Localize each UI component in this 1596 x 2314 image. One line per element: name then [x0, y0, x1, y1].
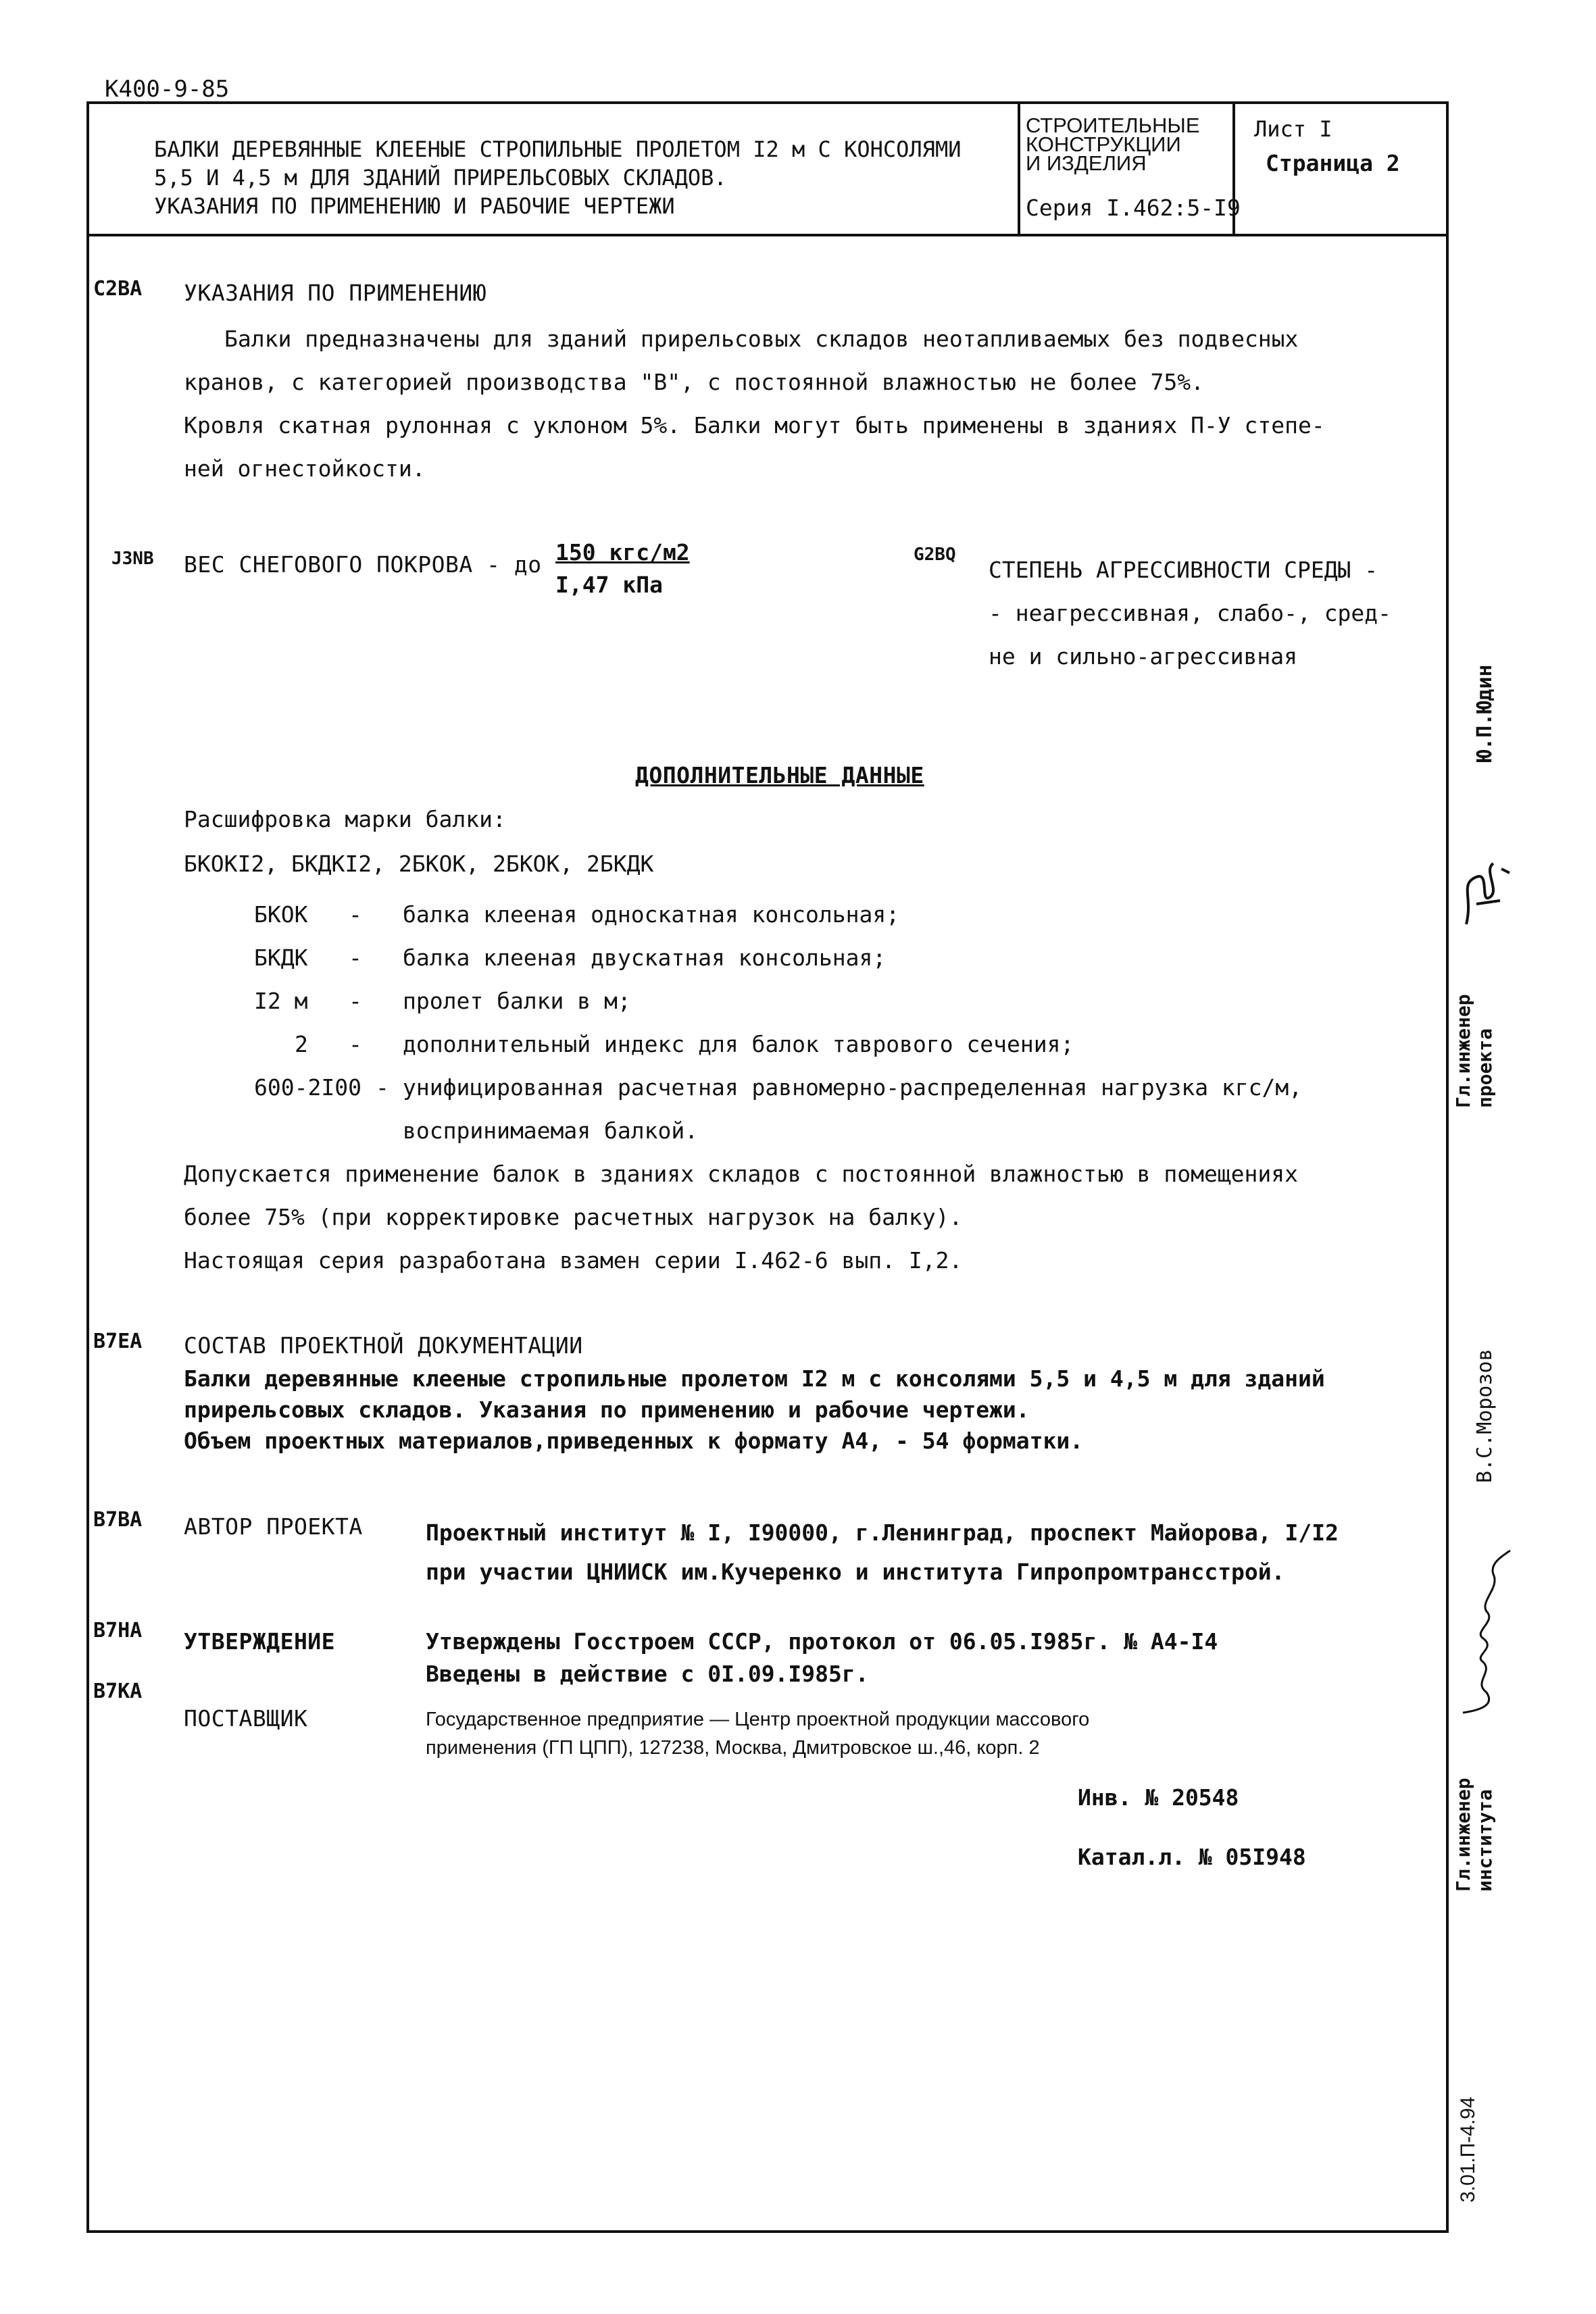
aggressiveness-text — [989, 549, 1391, 678]
stamp-title-line: УКАЗАНИЯ ПО ПРИМЕНЕНИЮ И РАБОЧИЕ ЧЕРТЕЖИ — [154, 193, 675, 219]
author-text — [426, 1513, 1339, 1592]
usage-line: кранов, с категорией производства "В", с постоянной влажностью не более 75%. — [184, 369, 1204, 395]
legend-desc: дополнительный индекс для балок таврового сечения; — [403, 1031, 1074, 1057]
legend-desc: унифицированная расчетная равномерно-распределенная нагрузка кгс/м, — [403, 1074, 1303, 1101]
usage-line: ней огнестойкости. — [184, 455, 426, 482]
additional-heading: ДОПОЛНИТЕЛЬНЫЕ ДАННЫЕ — [635, 762, 924, 788]
approval-label: УТВЕРЖДЕНИЕ — [184, 1628, 336, 1655]
legend-key: БКОК — [254, 901, 308, 928]
legend-dash: - — [376, 1074, 389, 1101]
note-line: Допускается применение балок в зданиях складов с постоянной влажностью в помещениях — [184, 1161, 1299, 1187]
legend-dash: - — [349, 945, 362, 971]
composition-text — [184, 1363, 1325, 1457]
legend-key: I2 м — [254, 988, 308, 1014]
snow-label: ВЕС СНЕГОВОГО ПОКРОВА - до — [184, 551, 542, 578]
approval-text — [426, 1626, 1218, 1690]
composition-line: прирельсовых складов. Указания по применению и рабочие чертежи. — [184, 1397, 1030, 1423]
legend-key: 600-2I00 — [254, 1074, 361, 1101]
usage-line: Кровля скатная рулонная с уклоном 5%. Балки могут быть применены в зданиях П-У степе- — [184, 412, 1325, 438]
supplier-label: ПОСТАВЩИК — [184, 1705, 308, 1732]
supplier-code: B7KA — [93, 1680, 143, 1703]
title-stamp — [86, 101, 1449, 236]
note-line: более 75% (при корректировке расчетных нагрузок на балку). — [184, 1204, 963, 1230]
side-role-line: Гл.инженер — [1452, 994, 1474, 1108]
legend-desc: балка клееная двускатная консольная; — [403, 945, 887, 971]
side-role-line: проекта — [1474, 1028, 1496, 1108]
usage-heading: УКАЗАНИЯ ПО ПРИМЕНЕНИЮ — [184, 280, 487, 306]
document-code: К400-9-85 — [105, 76, 230, 103]
composition-code: B7EA — [93, 1330, 143, 1353]
inventory-number: Инв. № 20548 — [1078, 1784, 1239, 1811]
author-line: Проектный институт № I, I90000, г.Ленинград, проспект Майорова, I/I2 — [426, 1519, 1339, 1546]
author-label: АВТОР ПРОЕКТА — [184, 1513, 363, 1540]
aggressiveness-line: не и сильно-агрессивная — [989, 643, 1297, 670]
supplier-text — [426, 1705, 1089, 1762]
composition-heading: СОСТАВ ПРОЕКТНОЙ ДОКУМЕНТАЦИИ — [184, 1332, 583, 1359]
legend-dash: - — [349, 988, 362, 1014]
stamp-category-line: КОНСТРУКЦИИ — [1026, 132, 1181, 156]
usage-line: Балки предназначены для зданий прирельсовых складов неотапливаемых без подвесных — [224, 326, 1299, 352]
legend-dash: - — [349, 1031, 362, 1057]
composition-line: Балки деревянные клееные стропильные пролетом I2 м с консолями 5,5 и 4,5 м для зданий — [184, 1365, 1325, 1392]
stamp-title — [154, 135, 961, 220]
footer-code: 3.01.П-4.94 — [1457, 2096, 1479, 2203]
signature-2-icon — [1446, 1547, 1520, 1716]
legend-dash: - — [349, 901, 362, 928]
additional-notes — [184, 1153, 1298, 1282]
aggressiveness-line: - неагрессивная, слабо-, сред- — [989, 600, 1392, 626]
side-role-line: института — [1474, 1789, 1496, 1892]
legend-desc: балка клееная односкатная консольная; — [403, 901, 900, 928]
author-code: B7BA — [93, 1508, 143, 1532]
usage-text — [184, 318, 1325, 491]
side-role-2 — [1453, 1778, 1496, 1892]
supplier-line: применения (ГП ЦПП), 127238, Москва, Дмитровское ш.,46, корп. 2 — [426, 1737, 1040, 1759]
legend-desc: воспринимаемая балкой. — [403, 1117, 699, 1144]
approval-line: Введены в действие с 0I.09.I985г. — [426, 1661, 869, 1687]
stamp-sheet: Лист I — [1254, 116, 1332, 142]
side-name-2: В.С.Морозов — [1473, 1349, 1497, 1483]
usage-code: C2BA — [93, 277, 143, 301]
side-role-1 — [1453, 994, 1496, 1108]
snow-value-top: 150 кгс/м2 — [555, 539, 690, 565]
snow-code: J3NB — [111, 549, 154, 569]
side-name-1: Ю.П.Юдин — [1473, 664, 1497, 762]
signature-2 — [1446, 1547, 1520, 1719]
composition-line: Объем проектных материалов,приведенных к формату А4, - 54 форматки. — [184, 1428, 1084, 1454]
legend-key: БКДК — [254, 945, 308, 971]
aggressiveness-code: G2BQ — [914, 545, 956, 565]
stamp-category-line: И ИЗДЕЛИЯ — [1026, 151, 1147, 175]
aggressiveness-line: СТЕПЕНЬ АГРЕССИВНОСТИ СРЕДЫ - — [989, 557, 1378, 583]
stamp-title-line: БАЛКИ ДЕРЕВЯННЫЕ КЛЕЕНЫЕ СТРОПИЛЬНЫЕ ПРОЛЕТОМ I2 м С КОНСОЛЯМИ — [154, 136, 962, 162]
marks-intro: Расшифровка марки балки: — [184, 806, 506, 832]
signature-1-icon — [1453, 857, 1514, 938]
catalog-number: Катал.л. № 05I948 — [1078, 1844, 1306, 1870]
stamp-title-line: 5,5 И 4,5 м ДЛЯ ЗДАНИЙ ПРИРЕЛЬСОВЫХ СКЛАДОВ. — [154, 165, 727, 191]
approval-code: B7HA — [93, 1619, 143, 1642]
signature-1 — [1453, 857, 1514, 940]
author-line: при участии ЦНИИСК им.Кучеренко и института Гипропромтрансстрой. — [426, 1559, 1285, 1585]
side-role-line: Гл.инженер — [1452, 1778, 1474, 1892]
approval-line: Утверждены Госстроем СССР, протокол от 06.05.I985г. № А4-I4 — [426, 1628, 1218, 1655]
stamp-category — [1026, 116, 1200, 173]
marks-list: БКОКI2, БКДКI2, 2БКОК, 2БКОК, 2БКДК — [184, 851, 654, 877]
stamp-series: Серия I.462:5-I9 — [1026, 195, 1241, 221]
legend-desc: пролет балки в м; — [403, 988, 631, 1014]
note-line: Настоящая серия разработана взамен серии I.462-6 вып. I,2. — [184, 1247, 963, 1274]
snow-value-bottom: I,47 кПа — [555, 572, 663, 598]
legend-key: 2 — [295, 1031, 308, 1057]
stamp-category-line: СТРОИТЕЛЬНЫЕ — [1026, 114, 1200, 137]
stamp-page: Страница 2 — [1266, 150, 1400, 176]
supplier-line: Государственное предприятие — Центр проектной продукции массового — [426, 1709, 1090, 1730]
